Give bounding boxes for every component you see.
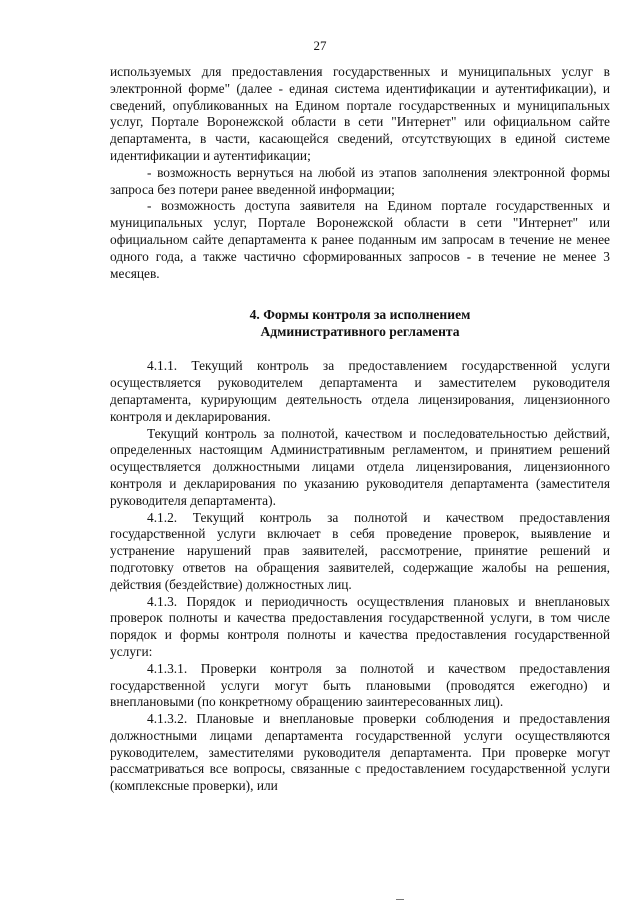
paragraph-4-1-3-2: 4.1.3.2. Плановые и внеплановые проверки соблюдения и предоставления должностными лицами департамента государственной услуги осуществляются руководителем, заместителями руководителя департамента. При проверке могут рассматриваться все вопросы, связанные с предоставлением государственной услуги (комплексные проверки), или <box>110 711 610 794</box>
spacer <box>110 340 610 358</box>
paragraph-current-control: Текущий контроль за полнотой, качеством и последовательностью действий, определенных настоящим Административным регламентом, и принятием решений осуществляется должностными лицами отдела лицензирования, лицензионного контроля и декларирования по указанию руководителя департамента (заместителя руководителя департамента). <box>110 425 610 508</box>
paragraph-4-1-3: 4.1.3. Порядок и периодичность осуществления плановых и внеплановых проверок полноты и качества предоставления государственной услуги, в том числе порядок и формы контроля полноты и качества предоставления государственной услуги: <box>110 593 610 659</box>
paragraph-continuation: используемых для предоставления государственных и муниципальных услуг в электронной форме" (далее - единая система идентификации и аутентификации), и сведений, опубликованных на Едином портале государственных и муниципальных услуг, Портале Воронежской области в сети "Интернет" или официальном сайте департамента, в части, касающейся сведений, отсутствующих в единой системе идентификации и аутентификации; <box>110 64 610 163</box>
paragraph-access-requests: - возможность доступа заявителя на Едином портале государственных и муниципальных услуг, Портале Воронежской области в сети "Интернет" или официальном сайте департамента к ранее поданным им запросам в течение не менее одного года, а также частично сформированных запросов - в течение не менее 3 месяцев. <box>110 198 610 281</box>
page-body <box>110 64 610 795</box>
section-heading-line-2: Административного регламента <box>260 324 460 340</box>
scan-mark <box>396 899 404 900</box>
section-heading-line-1: 4. Формы контроля за исполнением <box>249 307 471 323</box>
paragraph-4-1-1: 4.1.1. Текущий контроль за предоставлением государственной услуги осуществляется руководителем департамента и заместителем руководителя департамента, курирующим деятельность отдела лицензирования, лицензионного контроля и декларирования. <box>110 358 610 424</box>
paragraph-4-1-3-1: 4.1.3.1. Проверки контроля за полнотой и качеством предоставления государственной услуги могут быть плановыми (проводятся ежегодно) и внеплановыми (по конкретному обращению заинтересованных лиц). <box>110 660 610 710</box>
spacer <box>110 282 610 306</box>
paragraph-return-to-step: - возможность вернуться на любой из этапов заполнения электронной формы запроса без потери ранее введенной информации; <box>110 164 610 197</box>
page-number: 27 <box>313 38 327 53</box>
paragraph-4-1-2: 4.1.2. Текущий контроль за полнотой и качеством предоставления государственной услуги включает в себя проведение проверок, выявление и устранение нарушений прав заявителей, рассмотрение, принятие решений и подготовку ответов на обращения заявителей, содержащие жалобы на решения, действия (бездействие) должностных лиц. <box>110 509 610 592</box>
